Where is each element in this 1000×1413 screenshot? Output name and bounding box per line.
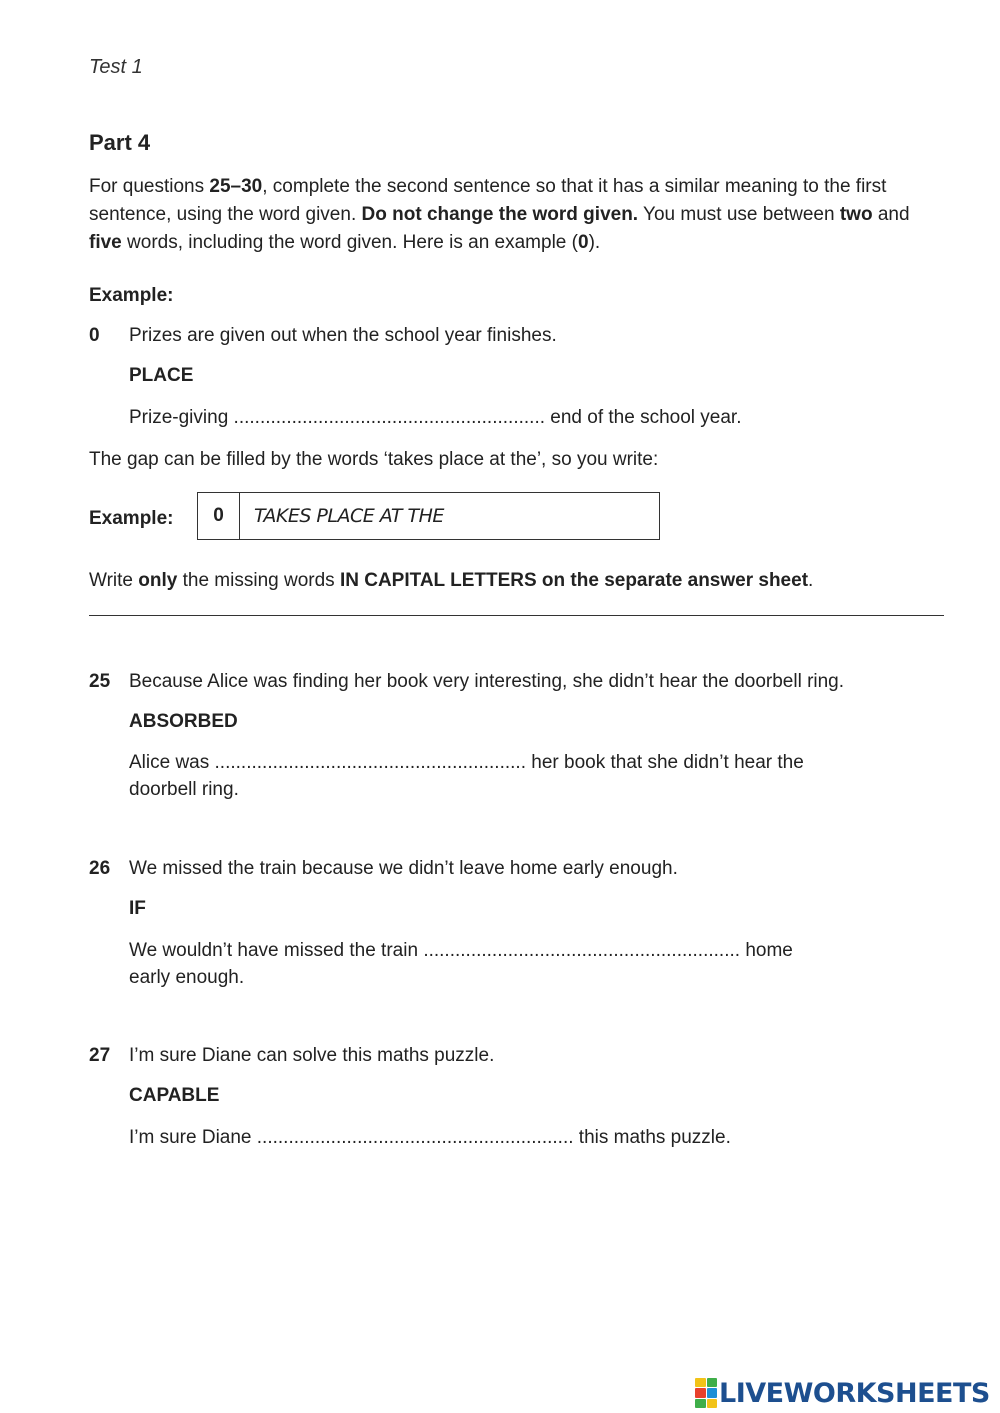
question-25-sentence: Because Alice was finding her book very interesting, she didn’t hear the doorbell ring. <box>129 671 845 692</box>
example-answer-number: 0 <box>198 493 240 539</box>
liveworksheets-logo <box>695 1376 990 1410</box>
example-gap-start: Prize-giving <box>129 407 229 428</box>
example-answer-box <box>197 492 660 540</box>
question-27-sentence: I’m sure Diane can solve this maths puzzle. <box>129 1045 495 1066</box>
question-25-number: 25 <box>89 671 111 692</box>
section-divider <box>89 615 944 616</box>
liveworksheets-logo-icon <box>695 1378 717 1408</box>
question-26-answer-gap[interactable]: ............................................................ <box>423 940 741 961</box>
example-box-label: Example: <box>89 508 174 529</box>
instructions-line-2: sentence, using the word given. Do not change the word given. You must use between two and <box>89 204 910 225</box>
question-25-answer-gap[interactable]: ........................................................... <box>214 752 526 773</box>
question-25-gap-sentence: Alice was ........................................................... her book that she didn’t hear the <box>129 752 804 773</box>
question-26-number: 26 <box>89 858 111 879</box>
test-label: Test 1 <box>89 56 143 78</box>
example-answer-text: TAKES PLACE AT THE <box>254 505 444 527</box>
liveworksheets-wordmark: LIVEWORKSHEETS <box>719 1377 990 1409</box>
question-26-sentence: We missed the train because we didn’t leave home early enough. <box>129 858 678 879</box>
example-gap-sentence <box>129 404 741 432</box>
question-27-keyword: CAPABLE <box>129 1085 220 1106</box>
question-27-number: 27 <box>89 1045 111 1066</box>
instructions-line-3: five words, including the word given. Here is an example (0). <box>89 232 601 253</box>
example-gap-dots: ........................................................... <box>233 407 545 428</box>
instructions-line-1: For questions 25–30, complete the second sentence so that it has a similar meaning to the first <box>89 176 887 197</box>
question-25-continuation: doorbell ring. <box>129 779 239 800</box>
example-keyword: PLACE <box>129 365 194 386</box>
question-27-gap-sentence: I’m sure Diane ............................................................ this maths puzzle. <box>129 1127 731 1148</box>
question-26-continuation: early enough. <box>129 967 245 988</box>
write-note: Write only the missing words IN CAPITAL LETTERS on the separate answer sheet. <box>89 570 814 591</box>
instructions <box>89 173 949 257</box>
question-27-answer-gap[interactable]: ............................................................ <box>256 1127 574 1148</box>
example-explanation: The gap can be filled by the words ‘takes place at the’, so you write: <box>89 449 659 470</box>
example-gap-end: end of the school year. <box>550 407 742 428</box>
part-title: Part 4 <box>89 130 151 155</box>
example-number: 0 <box>89 325 100 346</box>
question-25-keyword: ABSORBED <box>129 711 238 732</box>
question-26-keyword: IF <box>129 898 146 919</box>
example-sentence: Prizes are given out when the school year finishes. <box>129 325 557 346</box>
example-heading: Example: <box>89 285 174 306</box>
question-26-gap-sentence: We wouldn’t have missed the train ............................................................ home <box>129 940 793 961</box>
